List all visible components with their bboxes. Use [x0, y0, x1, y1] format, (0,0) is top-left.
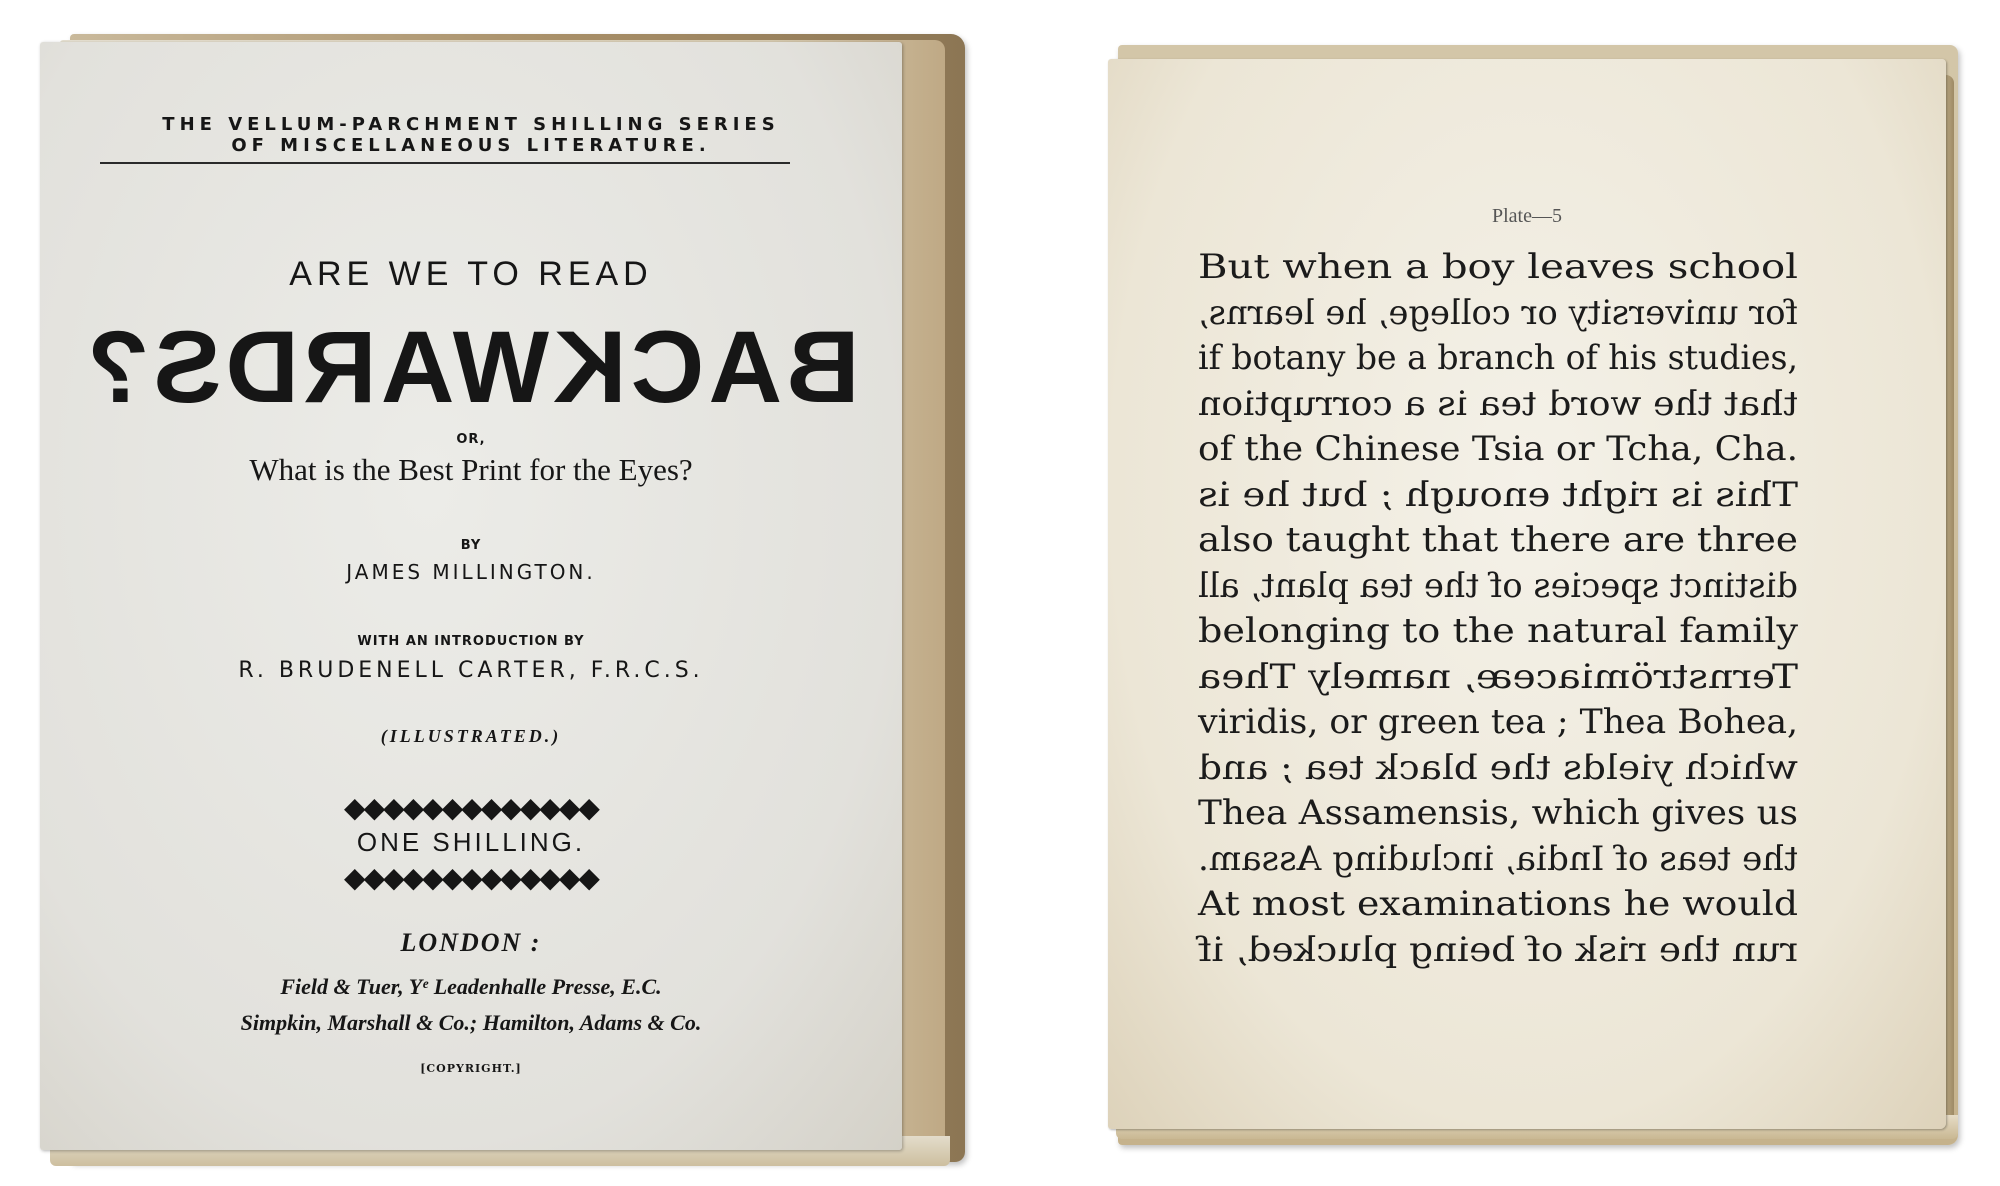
- by-label: BY: [460, 538, 482, 553]
- price-label: ONE SHILLING.: [356, 827, 586, 857]
- text-line-mirrored: This is right enough ; but he is: [1198, 475, 1798, 515]
- cover-page: [40, 42, 902, 1150]
- header-rule: [100, 162, 790, 164]
- title-top-line: ARE WE TO READ: [289, 255, 653, 293]
- text-line: also taught that there are three: [1198, 520, 1798, 560]
- book-cover-left: [40, 28, 970, 1170]
- book-page-right: [1108, 45, 1963, 1155]
- text-line: Thea Assamensis, which gives us: [1198, 793, 1798, 833]
- text-line-mirrored: the teas of India, including Assam.: [1198, 839, 1798, 879]
- text-line-mirrored: run the risk of being plucked, if: [1198, 930, 1798, 970]
- subtitle: What is the Best Print for the Eyes?: [249, 452, 693, 487]
- text-line-mirrored: for university or college, he learns,: [1198, 293, 1798, 333]
- text-line-mirrored: distinct species of the tea plant, all: [1198, 566, 1798, 606]
- diamond-border-top: ◆◆◆◆◆◆◆◆◆◆◆◆◆: [344, 791, 598, 824]
- copyright-note: [COPYRIGHT.]: [420, 1062, 522, 1075]
- diamond-border-bottom: ◆◆◆◆◆◆◆◆◆◆◆◆◆: [344, 861, 598, 894]
- introduction-author: R. BRUDENELL CARTER, F.R.C.S.: [238, 658, 704, 683]
- text-line: belonging to the natural family: [1198, 611, 1798, 651]
- title-or: OR,: [456, 432, 486, 447]
- plate-label: Plate—5: [1492, 205, 1562, 227]
- series-title-line-2: OF MISCELLANEOUS LITERATURE.: [231, 135, 711, 156]
- publication-city: LONDON :: [400, 928, 542, 957]
- text-line-mirrored: that the word tea is a corruption: [1198, 384, 1798, 424]
- illustrated-note: (ILLUSTRATED.): [380, 726, 562, 746]
- series-title-line-1: THE VELLUM-PARCHMENT SHILLING SERIES: [162, 114, 780, 135]
- introduction-label: WITH AN INTRODUCTION BY: [357, 634, 585, 649]
- publisher-line-2: Simpkin, Marshall & Co.; Hamilton, Adams & Co.: [240, 1010, 702, 1035]
- open-page: [1108, 59, 1946, 1129]
- author-name: JAMES MILLINGTON.: [346, 560, 596, 584]
- text-line: of the Chinese Tsia or Tcha, Cha.: [1198, 429, 1798, 469]
- text-line: viridis, or green tea ; Thea Bohea,: [1198, 702, 1798, 742]
- text-line-mirrored: Ternströmiaceæ, namely Thea: [1198, 657, 1798, 697]
- text-line-mirrored: which yields the black tea ; and: [1198, 748, 1798, 788]
- title-backwards-mirrored: BACKWARDS?: [82, 310, 860, 424]
- text-line: At most examinations he would: [1198, 884, 1798, 924]
- text-line: But when a boy leaves school: [1198, 247, 1798, 287]
- title-backwards-container: [40, 312, 902, 422]
- publisher-line-1: Field & Tuer, Yᵉ Leadenhalle Presse, E.C.: [280, 974, 662, 999]
- text-line: if botany be a branch of his studies,: [1198, 338, 1798, 378]
